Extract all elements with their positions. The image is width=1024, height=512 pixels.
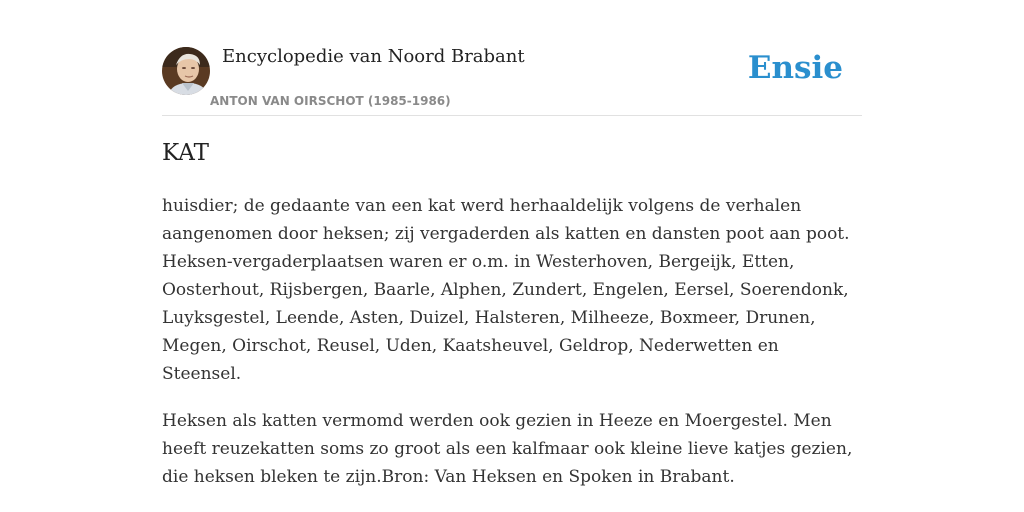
entry-paragraph: huisdier; de gedaante van een kat werd herhaaldelijk volgens de verhalen aangenomen door heksen; zij vergaderden als katten en dansten poot aan poot. Heksen-vergaderplaatsen waren er o.m. in Westerhoven, Bergeijk, Etten, Oosterhout, Rijsbergen, Baarle, Alphen, Zundert, Engelen, Eersel, Soerendonk, Luyksgestel, Leende, Asten, Duizel, Halsteren, Milheeze, Boxmeer, Drunen, Megen, Oirschot, Reusel, Uden, Kaatsheuvel, Geldrop, Nederwetten en Steensel. <box>162 196 850 384</box>
header-divider <box>162 115 862 116</box>
author-avatar <box>162 47 210 95</box>
author-name[interactable]: ANTON VAN OIRSCHOT (1985-1986) <box>210 94 451 108</box>
entry-body <box>162 192 862 510</box>
author-portrait-icon <box>162 47 210 95</box>
entry-paragraph: Heksen als katten vermomd werden ook gezien in Heeze en Moergestel. Men heeft reuzekatten soms zo groot als een kalfmaar ook kleine lieve katjes gezien, die heksen bleken te zijn.Bron: Van Heksen en Spoken in Brabant. <box>162 411 853 487</box>
source-title[interactable]: Encyclopedie van Noord Brabant <box>222 46 525 67</box>
entry-headword: KAT <box>162 140 209 166</box>
brand-logo[interactable]: Ensie <box>747 50 843 86</box>
